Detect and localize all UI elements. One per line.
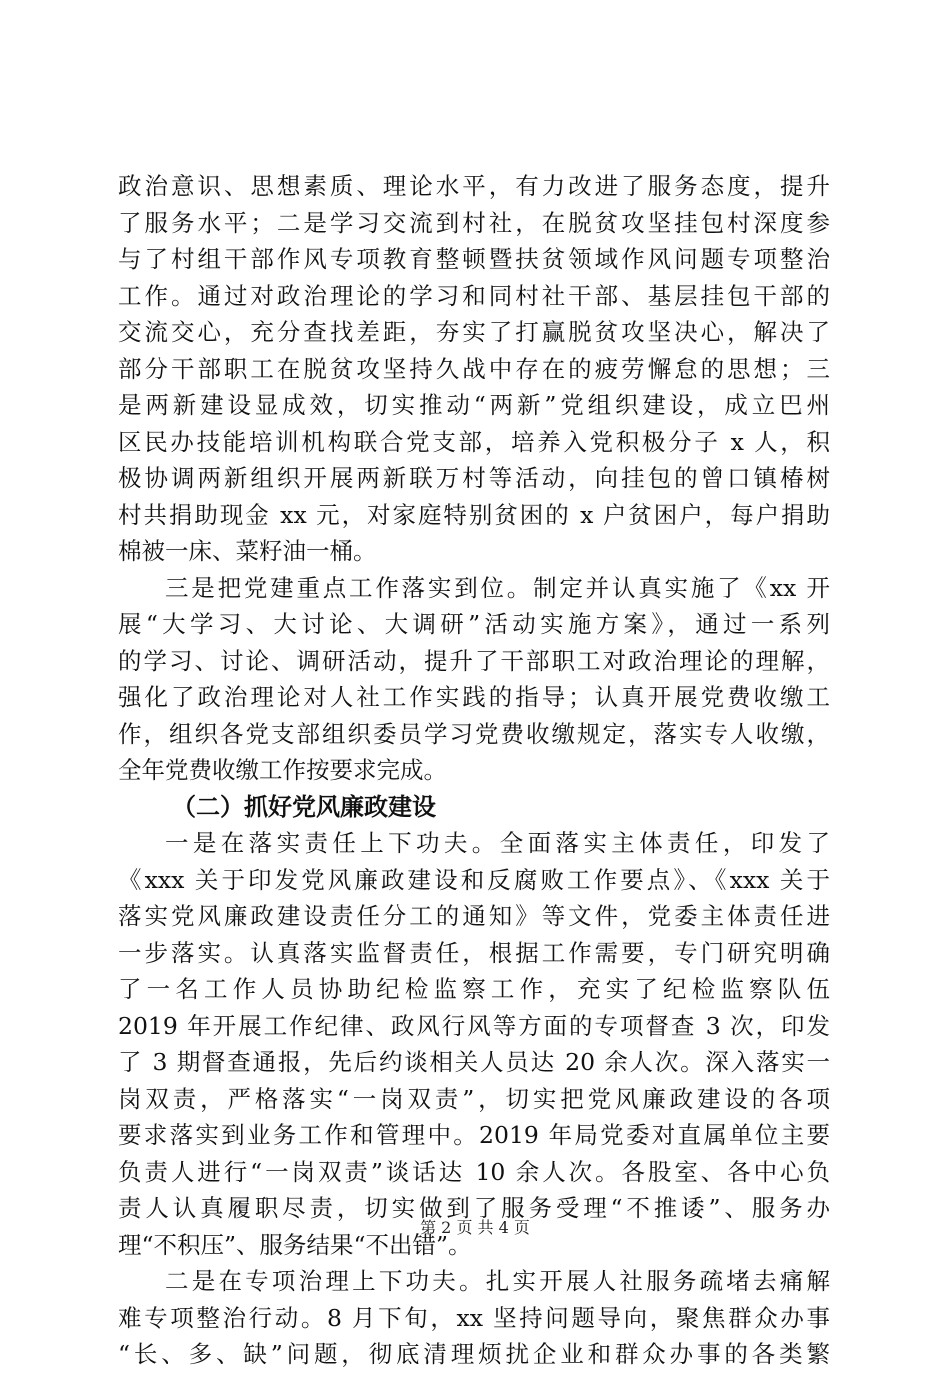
text-line: 交流交心，充分查找差距，夯实了打赢脱贫攻坚决心，解决了 (118, 318, 830, 346)
text-line: 了一名工作人员协助纪检监察工作，充实了纪检监察队伍 (118, 975, 830, 1003)
text-line: 展“大学习、大讨论、大调研”活动实施方案》，通过一系列 (118, 610, 830, 638)
paragraph-3 (118, 825, 830, 1263)
page-number-footer: 第 2 页 共 4 页 (420, 1218, 530, 1237)
text-line: 部分干部职工在脱贫攻坚持久战中存在的疲劳懈怠的思想；三 (118, 354, 830, 383)
text-line: 责人认真履职尽责，切实做到了服务受理“不推诿”、服务办 (118, 1194, 830, 1222)
paragraph-1 (118, 168, 830, 570)
text-line: 区民办技能培训机构联合党支部，培养入党积极分子 x 人，积 (118, 427, 830, 456)
text-line: 理“不积压”、服务结果“不出错”。 (118, 1230, 472, 1259)
text-line: 要求落实到业务工作和管理中。2019 年局党委对直属单位主要 (118, 1121, 830, 1149)
text-line: 与了村组干部作风专项教育整顿暨扶贫领域作风问题专项整治 (118, 245, 830, 273)
document-body (118, 168, 830, 1373)
text-line: 2019 年开展工作纪律、政风行风等方面的专项督查 3 次，印发 (118, 1011, 830, 1040)
text-line: 了服务水平；二是学习交流到村社，在脱贫攻坚挂包村深度参 (118, 208, 830, 237)
text-line: 岗双责，严格落实“一岗双责”，切实把党风廉政建设的各项 (118, 1084, 830, 1113)
text-line: 三是把党建重点工作落实到位。制定并认真实施了《xx 开 (165, 573, 830, 602)
text-line: 是两新建设显成效，切实推动“两新”党组织建设，成立巴州 (118, 391, 830, 419)
text-line: 政治意识、思想素质、理论水平，有力改进了服务态度，提升 (118, 172, 830, 200)
text-line: 全年党费收缴工作按要求完成。 (118, 756, 447, 784)
text-line: 村共捐助现金 xx 元，对家庭特别贫困的 x 户贫困户，每户捐助 (118, 500, 830, 529)
text-line: 了 3 期督查通报，先后约谈相关人员达 20 余人次。深入落实一 (118, 1048, 830, 1076)
text-line: 棉被一床、菜籽油一桶。 (118, 537, 377, 565)
text-line: “长、多、缺”问题，彻底清理烦扰企业和群众办事的各类繁 (118, 1340, 830, 1368)
paragraph-4 (118, 1263, 830, 1373)
text-line: 一是在落实责任上下功夫。全面落实主体责任，印发了 (165, 829, 830, 857)
section-heading: （二）抓好党风廉政建设 (172, 792, 436, 821)
text-line: 《xxx 关于印发党风廉政建设和反腐败工作要点》、《xxx 关于 (118, 865, 830, 894)
text-line: 一步落实。认真落实监督责任，根据工作需要，专门研究明确 (118, 938, 830, 967)
text-line: 二是在专项治理上下功夫。扎实开展人社服务疏堵去痛解 (165, 1267, 830, 1295)
text-line: 落实党风廉政建设责任分工的通知》等文件，党委主体责任进 (118, 902, 830, 930)
text-line: 极协调两新组织开展两新联万村等活动，向挂包的曾口镇椿树 (118, 464, 830, 492)
text-line: 的学习、讨论、调研活动，提升了干部职工对政治理论的理解， (118, 646, 830, 675)
text-line: 工作。通过对政治理论的学习和同村社干部、基层挂包干部的 (118, 281, 830, 310)
text-line: 作，组织各党支部组织委员学习党费收缴规定，落实专人收缴， (118, 719, 830, 748)
text-line: 负责人进行“一岗双责”谈话达 10 余人次。各股室、各中心负 (118, 1157, 830, 1186)
text-line: 强化了政治理论对人社工作实践的指导；认真开展党费收缴工 (118, 683, 830, 711)
paragraph-2 (118, 570, 830, 789)
text-line: 难专项整治行动。8 月下旬，xx 坚持问题导向，聚焦群众办事 (118, 1303, 830, 1332)
